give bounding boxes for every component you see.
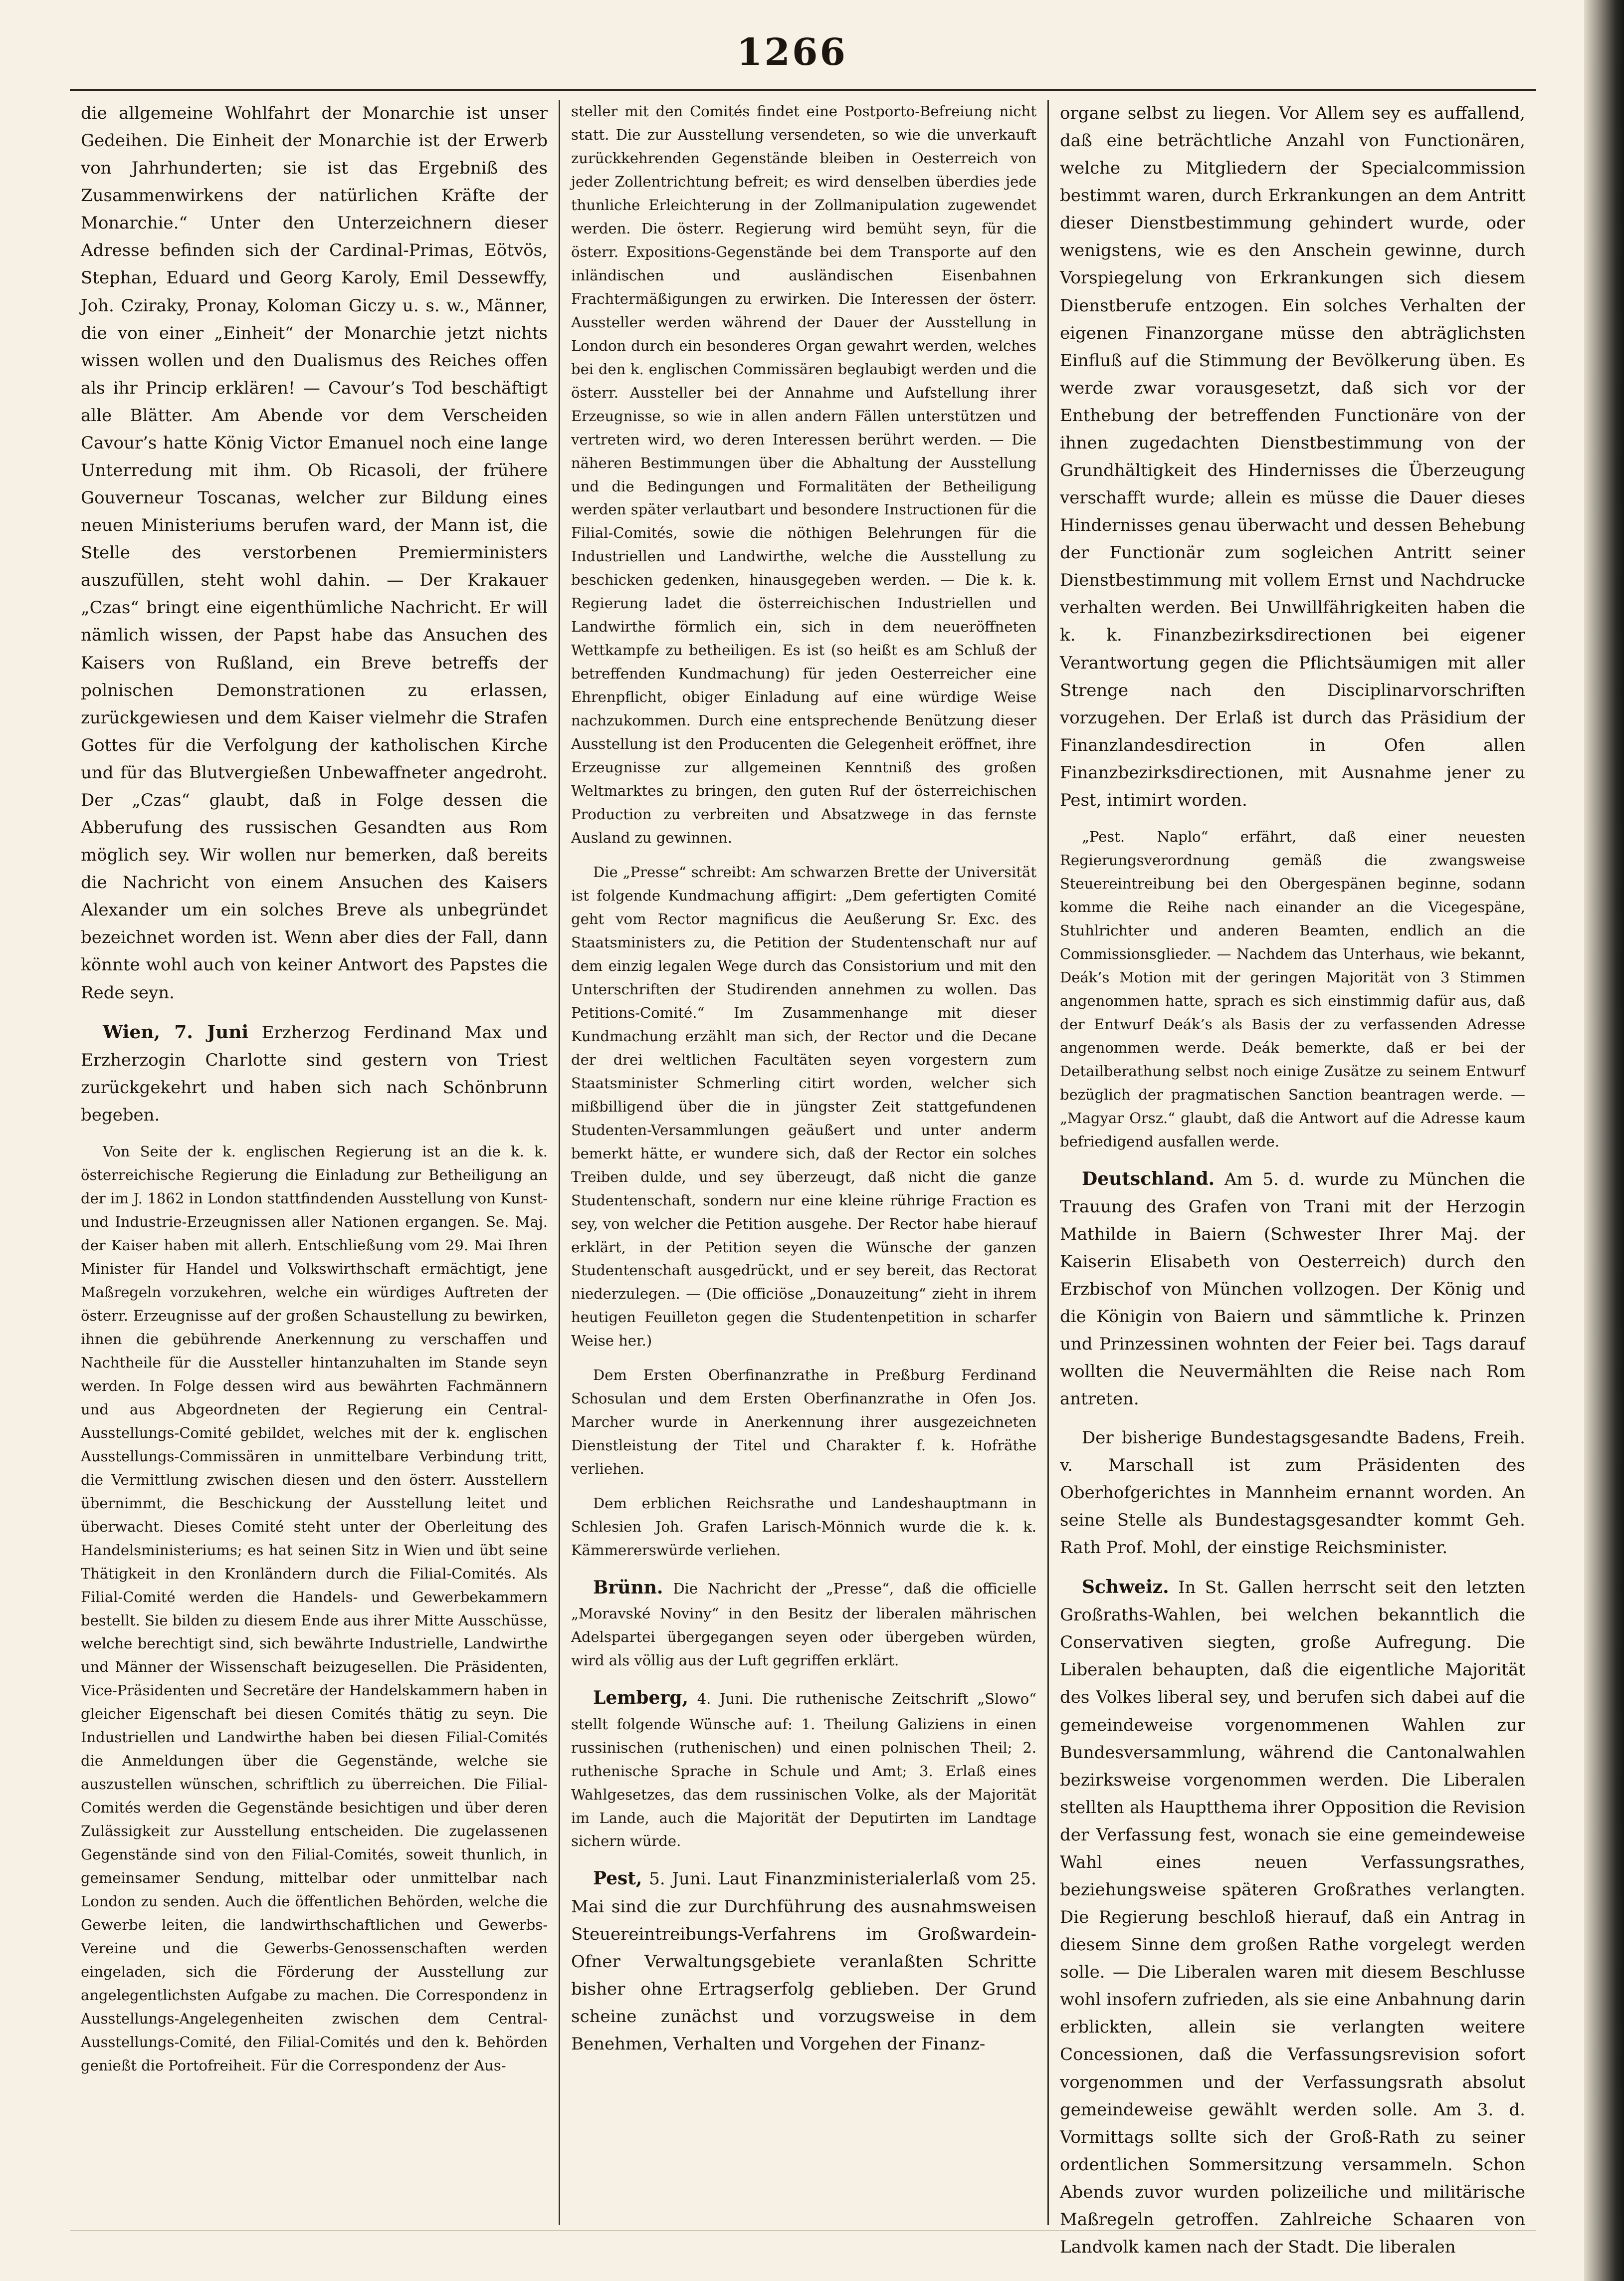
paragraph-text: Dem erblichen Reichsrathe und Landeshauptmann in Schlesien Joh. Grafen Larisch-Mönnich wurde die k. k. Kämmererswürde verliehen. [571,1495,1036,1559]
paragraph-text: Erzherzog Ferdinand Max und Erzherzogin Charlotte sind gestern von Triest zurückgekehrt und haben sich nach Schönbrunn begeben. [81,1022,548,1126]
paragraph-text: Die „Presse“ schreibt: Am schwarzen Brette der Universität ist folgende Kundmachung affigirt: „Dem gefertigten Comité geht vom Rector magnificus die Aeußerung Sr. Exc. des Staatsministers zu, die Petition der Studentenschaft nur auf dem einzig legalen Wege durch das Consistorium und mit den Unterschriften der Studirenden annehmen zu wollen. Das Petitions-Comité.“ Im Zusammenhange mit dieser Kundmachung erzählt man sich, der Rector und die Decane der drei weltlichen Facultäten seyen vorgestern zum Staatsminister Schmerling citirt worden, welcher sich mißbilligend über die in jüngster Zeit stattgefundenen Studenten-Versammlungen geäußert und unter anderm bemerkt hätte, er wundere sich, daß der Rector ein solches Treiben dulde, und sey überzeugt, daß nicht die ganze Studentenschaft, sondern nur eine kleine rührige Fraction es sey, von welcher die Petition ausgehe. Der Rector habe hierauf erklärt, in der Petition seyen die Wünsche der ganzen Studentenschaft ausgedrückt, und er sey bereit, das Rectorat niederzulegen. — (Die officiöse „Donauzeitung“ zieht in ihrem heutigen Feuilleton gegen die Studentenpetition in scharfer Weise her.) [571,864,1036,1350]
article-paragraph [571,861,1036,1353]
dateline: Lemberg, [593,1687,689,1709]
article-paragraph [571,1573,1036,1672]
column-right [1047,100,1536,2258]
paragraph-text: Von Seite der k. englischen Regierung ist an die k. k. österreichische Regierung die Einladung zur Betheiligung an der im J. 1862 in London stattfindenden Ausstellung von Kunst- und Industrie-Erzeugnissen aller Nationen ergangen. Se. Maj. der Kaiser haben mit allerh. Entschließung vom 29. Mai Ihren Minister für Handel und Volkswirthschaft ermächtigt, jene Maßregeln vorzukehren, welche ein würdiges Auftreten der österr. Erzeugnisse auf der großen Schaustellung zu bewirken, ihnen die gebührende Anerkennung zu verschaffen und Nachtheile für die Aussteller hintanzuhalten im Stande seyn werden. In Folge dessen wird aus bewährten Fachmännern und aus Abgeordneten der Regierung ein Central-Ausstellungs-Comité gebildet, welches mit der k. englischen Ausstellungs-Commissären in unmittelbare Verbindung tritt, die Vermittlung zwischen diesen und den österr. Ausstellern übernimmt, die Beschickung der Ausstellung leitet und überwacht. Dieses Comité steht unter der Oberleitung des Handelsministeriums; es hat seinen Sitz in Wien und übt seine Thätigkeit in den Kronländern durch die Filial-Comités. Als Filial-Comité werden die Handels- und Gewerbekammern bestellt. Sie bilden zu diesem Ende aus ihrer Mitte Ausschüsse, welche berechtigt sind, sich bewährte Industrielle, Landwirthe und Männer der Wissenschaft beizugesellen. Die Präsidenten, Vice-Präsidenten und Secretäre der Handelskammern haben in gleicher Eigenschaft bei diesen Comités thätig zu seyn. Die Industriellen und Landwirthe haben bei diesen Filial-Comités die Anmeldungen über die Gegenstände, welche sie auszustellen wünschen, schriftlich zu überreichen. Die Filial-Comités werden die Gegenstände besichtigen und über deren Zulässigkeit zur Ausstellung entscheiden. Die zugelassenen Gegenstände sind von den Filial-Comités, soweit thunlich, in gemeinsamer Sendung, mittelbar oder unmittelbar nach London zu senden. Auch die öffentlichen Behörden, welche die Gewerbe leiten, die landwirthschaftlichen und Gewerbs-Vereine und die Gewerbs-Genossenschaften werden eingeladen, sich die Förderung der Ausstellung zur angelegentlichsten Aufgabe zu machen. Die Correspondenz in Ausstellungs-Angelegenheiten zwischen dem Central-Ausstellungs-Comité, den Filial-Comités und den k. Behörden genießt die Portofreiheit. Für die Correspondenz der Aus- [81,1143,548,2074]
paragraph-text: organe selbst zu liegen. Vor Allem sey es auffallend, daß eine beträchtliche Anzahl von Functionären, welche zu Mitgliedern der Specialcommission bestimmt waren, durch Erkrankungen an dem Antritt dieser Dienstbestimmung gehindert wurde, oder wenigstens, wie es den Anschein gewinne, durch Vorspiegelung von Erkrankungen sich diesem Dienstberufe entzogen. Ein solches Verhalten der eigenen Finanzorgane müsse den abträglichsten Einfluß auf die Stimmung der Bevölkerung üben. Es werde zwar vorausgesetzt, daß sich vor der Enthebung der betreffenden Functionäre von der ihnen zugedachten Dienstbestimmung von der Grundhältigkeit des Hindernisses die Überzeugung verschafft wurde; allein es müsse die Dauer dieses Hindernisses genau überwacht und dessen Behebung der Functionär zum sogleichen Antritt seiner Dienstbestimmung mit vollem Ernst und Nachdrucke verhalten werden. Bei Unwillfährigkeiten haben die k. k. Finanzbezirksdirectionen bei eigener Verantwortung gegen die Pflichtsäumigen mit aller Strenge nach den Disciplinarvorschriften vorzugehen. Der Erlaß ist durch das Präsidium der Finanzlandesdirection in Ofen allen Finanzbezirksdirectionen, mit Ausnahme jener zu Pest, intimirt worden. [1060,103,1525,810]
paragraph-text: Am 5. d. wurde zu München die Trauung des Grafen von Trani mit der Herzogin Mathilde in Baiern (Schwester Ihrer Maj. der Kaiserin Elisabeth von Oesterreich) durch den Erzbischof von München vollzogen. Der König und die Königin von Baiern und sämmtliche k. Prinzen und Prinzessinen wohnten der Feier bei. Tags darauf wollten die Neuvermählten die Reise nach Rom antreten. [1060,1169,1525,1409]
dateline: Pest, [593,1868,642,1889]
dateline: Wien, 7. Juni [103,1021,249,1043]
article-paragraph [1060,100,1525,814]
article-paragraph [81,1018,548,1130]
page-number: 1266 [737,31,847,74]
paragraph-text: Dem Ersten Oberfinanzrathe in Preßburg Ferdinand Schosulan und dem Ersten Oberfinanzrathe in Ofen Jos. Marcher wurde in Anerkennung ihrer ausgezeichneten Dienstleistung der Titel und Charakter f. k. Hofräthe verliehen. [571,1367,1036,1478]
paragraph-text: 5. Juni. Laut Finanzministerialerlaß vom 25. Mai sind die zur Durchführung des ausnahmsweisen Steuereintreibungs-Verfahrens im Großwardein-Ofner Verwaltungsgebiete veranlaßten Schritte bisher ohne Ertragserfolg geblieben. Der Grund scheine zunächst und vorzugsweise in dem Benehmen, Verhalten und Vorgehen der Finanz- [571,1869,1036,2054]
article-columns [70,100,1536,2258]
paragraph-text: Der bisherige Bundestagsgesandte Badens, Freih. v. Marschall ist zum Präsidenten des Oberhofgerichtes in Mannheim ernannt worden. An seine Stelle als Bundestagsgesandter kommt Geh. Rath Prof. Mohl, der einstige Reichsminister. [1060,1427,1525,1558]
dateline: Brünn. [593,1577,663,1598]
article-paragraph [571,1864,1036,2058]
article-paragraph [571,100,1036,850]
article-paragraph [1060,825,1525,1153]
paragraph-text: Die Nachricht der „Presse“, daß die officielle „Moravské Noviny“ in den Besitz der liberalen mährischen Adelspartei übergegangen seyen oder übergeben würden, wird als völlig aus der Luft gegriffen erklärt. [571,1580,1036,1669]
article-paragraph [571,1492,1036,1562]
column-left [70,100,559,2225]
dateline: Deutschland. [1082,1168,1215,1189]
paragraph-text: die allgemeine Wohlfahrt der Monarchie ist unser Gedeihen. Die Einheit der Monarchie ist der Erwerb von Jahrhunderten; sie ist das Ergebniß des Zusammenwirkens der natürlichen Kräfte der Monarchie.“ Unter den Unterzeichnern dieser Adresse befinden sich der Cardinal-Primas, Eötvös, Stephan, Eduard und Georg Karoly, Emil Dessewffy, Joh. Cziraky, Pronay, Koloman Giczy u. s. w., Männer, die von einer „Einheit“ der Monarchie jetzt nichts wissen wollen und den Dualismus des Reiches offen als ihr Princip erklären! — Cavour’s Tod beschäftigt alle Blätter. Am Abende vor dem Verscheiden Cavour’s hatte König Victor Emanuel noch eine lange Unterredung mit ihm. Ob Ricasoli, der frühere Gouverneur Toscanas, welcher zur Bildung eines neuen Ministeriums berufen ward, der Mann ist, die Stelle des verstorbenen Premierministers auszufüllen, steht wohl dahin. — Der Krakauer „Czas“ bringt eine eigenthümliche Nachricht. Er will nämlich wissen, der Papst habe das Ansuchen des Kaisers von Rußland, ein Breve betreffs der polnischen Demonstrationen zu erlassen, zurückgewiesen und dem Kaiser vielmehr die Strafen Gottes für die Verfolgung der katholischen Kirche und für das Blutvergießen Unbewaffneter angedroht. Der „Czas“ glaubt, daß in Folge dessen die Abberufung des russischen Gesandten aus Rom möglich sey. Wir wollen nur bemerken, daß bereits die Nachricht von einem Ansuchen des Kaisers Alexander um ein solches Breve als unbegründet bezeichnet worden ist. Wenn aber dies der Fall, dann könnte wohl auch von keiner Antwort des Papstes die Rede seyn. [81,103,548,1003]
article-paragraph [81,1140,548,2077]
column-middle [559,100,1047,2225]
article-paragraph [1060,1573,1525,2261]
article-paragraph [1060,1164,1525,1413]
article-paragraph [571,1683,1036,1853]
paragraph-text: 4. Juni. Die ruthenische Zeitschrift „Slowo“ stellt folgende Wünsche auf: 1. Theilung Galiziens in einen russinischen (ruthenischen) und einen polnischen Theil; 2. ruthenische Sprache in Schule und Amt; 3. Erlaß eines Wahlgesetzes, das dem russinischen Volke, als der Majorität im Lande, auch die Majorität der Deputirten im Landtage sichern würde. [571,1690,1036,1850]
paragraph-text: In St. Gallen herrscht seit den letzten Großraths-Wahlen, bei welchen bekanntlich die Conservativen siegten, große Aufregung. Die Liberalen behaupten, daß die eigentliche Majorität des Volkes liberal sey, und berufen sich dabei auf die gemeindeweise vorgenommenen Wahlen zur Bundesversammlung, während die Cantonalwahlen bezirksweise vorgenommen werden. Die Liberalen stellten als Hauptthema ihrer Opposition die Revision der Verfassung fest, wonach sie eine gemeindeweise Wahl eines neuen Verfassungsrathes, beziehungsweise späteren Großrathes verlangten. Die Regierung beschloß hierauf, daß ein Antrag in diesem Sinne dem großen Rathe vorgelegt werden solle. — Die Liberalen waren mit diesem Beschlusse wohl insofern zufrieden, als sie eine Anbahnung darin erblickten, allein sie verlangten weitere Concessionen, daß die Verfassungsrevision sofort vorgenommen und der Verfassungsrath absolut gemeindeweise gewählt werden solle. Am 3. d. Vormittags sollte sich der Groß-Rath zu seiner ordentlichen Sommersitzung versammeln. Schon Abends zuvor wurden polizeiliche und militärische Maßregeln getroffen. Zahlreiche Schaaren von Landvolk kamen nach der Stadt. Die liberalen [1060,1577,1525,2258]
article-paragraph [571,1364,1036,1481]
paragraph-text: „Pest. Naplo“ erfährt, daß einer neuesten Regierungsverordnung gemäß die zwangsweise Steuereintreibung bei den Obergespänen beginne, sodann komme die Reihe nach einander an die Vicegespäne, Stuhlrichter und anderen Beamten, endlich an die Commissionsglieder. — Nachdem das Unterhaus, wie bekannt, Deák’s Motion mit der geringen Majorität von 3 Stimmen angenommen hatte, sprach es sich einstimmig dafür aus, daß der Entwurf Deák’s als Basis der zu verfassenden Adresse angenommen werde. Deák bemerkte, daß er bei der Detailberathung selbst noch einige Zusätze zu seinem Entwurf bezüglich der pragmatischen Sanction beantragen werde. — „Magyar Orsz.“ glaubt, daß die Antwort auf die Adresse kaum befriedigend ausfallen werde. [1060,828,1525,1150]
paragraph-text: steller mit den Comités findet eine Postporto-Befreiung nicht statt. Die zur Ausstellung versendeten, so wie die unverkauft zurückkehrenden Gegenstände bleiben in Oesterreich von jeder Zollentrichtung befreit; es wird denselben überdies jede thunliche Erleichterung in der Zollmanipulation zugewendet werden. Die österr. Regierung wird bemüht seyn, für die österr. Expositions-Gegenstände bei dem Transporte auf den inländischen und ausländischen Eisenbahnen Frachtermäßigungen zu erwirken. Die Interessen der österr. Aussteller werden während der Dauer der Ausstellung in London durch ein besonderes Organ gewahrt werden, welches bei den k. englischen Commissären beglaubigt werden und die österr. Aussteller bei der Annahme und Aufstellung ihrer Erzeugnisse, so wie in allen andern Fällen unterstützen und vertreten wird, wo deren Interessen berührt werden. — Die näheren Bestimmungen über die Abhaltung der Ausstellung und die Bedingungen und Formalitäten der Betheiligung werden später verlautbart und besondere Instructionen für die Filial-Comités, sowie die nöthigen Belehrungen für die Industriellen und Landwirthe, welche die Ausstellung zu beschicken gedenken, hinausgegeben werden. — Die k. k. Regierung ladet die österreichischen Industriellen und Landwirthe förmlich ein, sich in dem neueröffneten Wettkampfe zu betheiligen. Es ist (so heißt es am Schluß der betreffenden Kundmachung) für jeden Oesterreicher eine Ehrenpflicht, obiger Einladung auf eine würdige Weise nachzukommen. Durch eine entsprechende Benützung dieser Ausstellung ist den Producenten die Gelegenheit eröffnet, ihre Erzeugnisse zur allgemeinen Kenntniß des großen Weltmarktes zu bringen, den guten Ruf der österreichischen Production zu verbreiten und Absatzwege in das fernste Ausland zu gewinnen. [571,103,1036,847]
bottom-margin-rule [70,2230,1536,2231]
dateline: Schweiz. [1082,1576,1169,1597]
header-rule [70,89,1536,91]
scan-page-edge [1584,0,1624,2281]
article-paragraph [81,100,548,1007]
article-paragraph [1060,1424,1525,1562]
